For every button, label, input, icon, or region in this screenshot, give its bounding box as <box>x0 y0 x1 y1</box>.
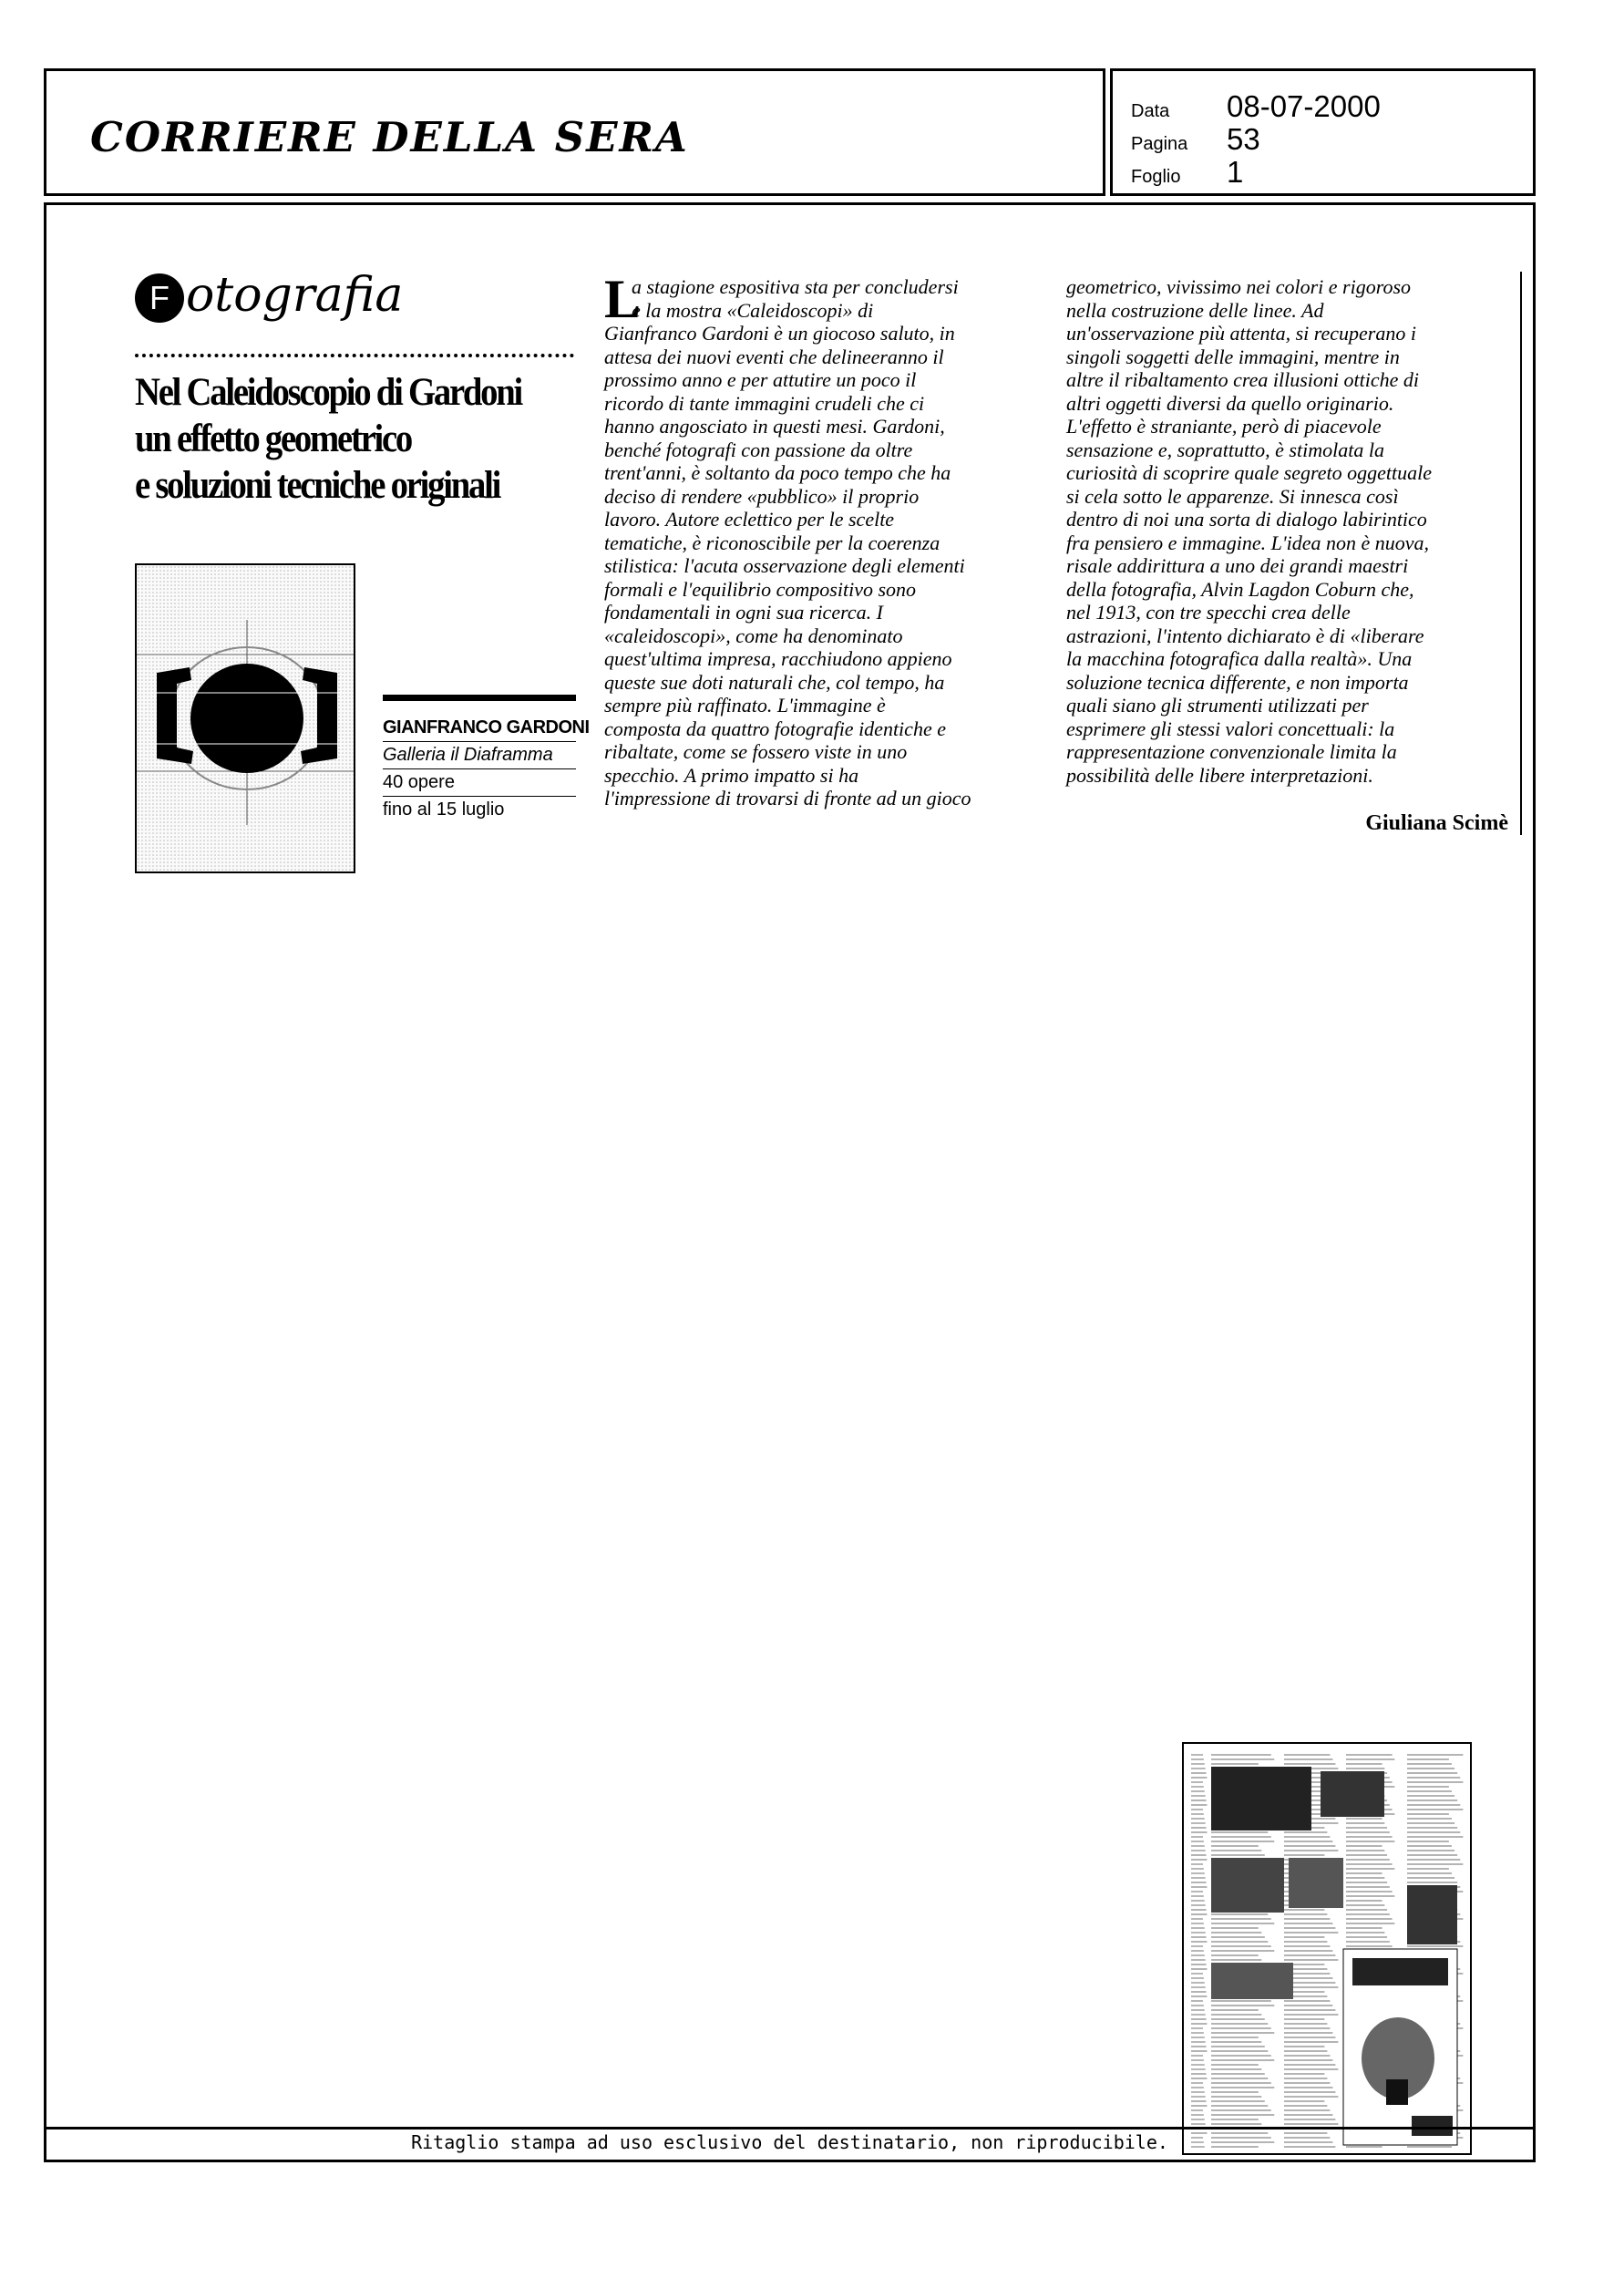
article-text-line: un'osservazione più attenta, si recuperano i <box>1066 322 1416 345</box>
article-text-line: curiosità di scoprire quale segreto oggettuale <box>1066 461 1433 484</box>
article-text-line: la macchina fotografica dalla realtà». Una <box>1066 647 1413 670</box>
article-text-line: deciso di rendere «pubblico» il proprio <box>604 484 920 508</box>
meta-sheet-row <box>1131 155 1243 190</box>
article-text-line: altre il ribaltamento crea illusioni ottiche di <box>1066 368 1419 391</box>
exhibition-dates: fino al 15 luglio <box>383 799 505 820</box>
article-text-line: fra pensiero e immagine. L'idea non è nuova, <box>1066 531 1429 554</box>
footer-notice: Ritaglio stampa ad uso esclusivo del destinatario, non riproducibile. <box>411 2131 1168 2153</box>
article-text-line: composta da quattro fotografie identiche e <box>604 717 946 740</box>
footer-rule <box>44 2127 1536 2129</box>
section-initial-badge: F <box>135 273 184 323</box>
column-rule <box>1520 272 1522 835</box>
article-text-line: fondamentali in ogni sua ricerca. I <box>604 601 883 624</box>
article-text-line: si cela sotto le apparenze. Si innesca così <box>1066 484 1399 508</box>
article-text-line: e la mostra «Caleidoscopi» di <box>632 298 874 322</box>
article-text-line: a stagione espositiva sta per concludersi <box>632 275 959 298</box>
article-text-line: benché fotografi con passione da oltre <box>604 438 913 461</box>
artist-name: GIANFRANCO GARDONI <box>383 701 576 742</box>
page-thumbnail-image <box>1184 1744 1472 2155</box>
article-text-line: stilistica: l'acuta osservazione degli elementi <box>604 554 965 577</box>
newspaper-title: CORRIERE DELLA SERA <box>90 113 689 161</box>
article-text-line: «caleidoscopi», come ha denominato <box>604 624 903 647</box>
article-byline: Giuliana Scimè <box>1365 811 1508 835</box>
meta-date-row <box>1131 89 1381 124</box>
article-text-line: dentro di noi una sorta di dialogo labirintico <box>1066 508 1427 531</box>
article-text-line: altri oggetti diversi da quello originario. <box>1066 391 1394 415</box>
exhibition-info <box>383 695 590 823</box>
article-text-line: queste sue doti naturali che, col tempo, ha <box>604 670 945 694</box>
article-column-2 <box>1066 275 1499 787</box>
works-count: 40 opere <box>383 769 576 797</box>
article-text-line: rappresentazione convenzionale limita la <box>1066 740 1397 763</box>
article-text-line: hanno angosciato in questi mesi. Gardoni, <box>604 415 945 438</box>
drop-cap: L <box>604 269 642 329</box>
headline-line: un effetto geometrico <box>135 418 412 460</box>
info-top-bar <box>383 695 576 701</box>
article-text-line: specchio. A primo impatto si ha <box>604 763 859 787</box>
article-text-line: attesa dei nuovi eventi che delineeranno il <box>604 345 944 368</box>
page-label: Pagina <box>1131 134 1188 154</box>
article-text-line: risale addirittura a uno dei grandi maestri <box>1066 554 1409 577</box>
meta-page-row <box>1131 122 1260 157</box>
section-heading <box>135 268 404 323</box>
photo-image <box>137 565 355 873</box>
headline-line: Nel Caleidoscopio di Gardoni <box>135 371 522 414</box>
section-name-rest: otografia <box>186 268 404 323</box>
kaleidoscope-photo <box>135 563 355 873</box>
date-value: 08-07-2000 <box>1227 89 1381 123</box>
gallery-name: Galleria il Diaframma <box>383 742 576 769</box>
sheet-label: Foglio <box>1131 167 1181 187</box>
article-text-line: quali siano gli strumenti utilizzati per <box>1066 694 1369 717</box>
article-text-line: prossimo anno e per attutire un poco il <box>604 368 917 391</box>
dotted-divider <box>135 354 574 357</box>
article-text-line: ricordo di tante immagini crudeli che ci <box>604 391 925 415</box>
article-text-line: lavoro. Autore eclettico per le scelte <box>604 508 895 531</box>
clipping-meta-box <box>1110 68 1536 196</box>
article-text-line: quest'ultima impresa, racchiudono appieno <box>604 647 952 670</box>
masthead-box <box>44 68 1105 196</box>
article-column-1 <box>604 269 1037 810</box>
article-text-line: trent'anni, è soltanto da poco tempo che ha <box>604 461 951 484</box>
article-text-line: nella costruzione delle linee. Ad <box>1066 298 1324 322</box>
article-text-line: L'effetto è straniante, però di piacevole <box>1066 415 1382 438</box>
article-text-line: sensazione e, soprattutto, è stimolata la <box>1066 438 1384 461</box>
article-text-line: possibilità delle libere interpretazioni. <box>1066 763 1373 787</box>
article-headline <box>135 369 537 509</box>
page-thumbnail <box>1182 1742 1472 2155</box>
article-text-line: Gianfranco Gardoni è un giocoso saluto, in <box>604 322 955 345</box>
article-text-line: esprimere gli stessi valori concettuali: la <box>1066 717 1395 740</box>
article-text-line: nel 1913, con tre specchi crea delle <box>1066 601 1351 624</box>
date-label: Data <box>1131 101 1170 121</box>
sheet-value: 1 <box>1227 155 1244 189</box>
page-value: 53 <box>1227 122 1260 156</box>
article-text-line: della fotografia, Alvin Lagdon Coburn che, <box>1066 577 1414 601</box>
article-text-line: ribaltate, come se fossero viste in uno <box>604 740 908 763</box>
headline-line: e soluzioni tecniche originali <box>135 464 500 507</box>
article-text-line: tematiche, è riconoscibile per la coerenza <box>604 531 940 554</box>
article-text-line: singoli soggetti delle immagini, mentre in <box>1066 345 1400 368</box>
article-text-line: astrazioni, l'intento dichiarato è di «liberare <box>1066 624 1424 647</box>
article-text-line: l'impressione di trovarsi di fronte ad un gioco <box>604 787 971 810</box>
article-text-line: formali e l'equilibrio compositivo sono <box>604 577 917 601</box>
article-text-line: geometrico, vivissimo nei colori e rigoroso <box>1066 275 1412 298</box>
article-text-line: soluzione tecnica differente, e non importa <box>1066 670 1409 694</box>
article-text-line: sempre più raffinato. L'immagine è <box>604 694 886 717</box>
